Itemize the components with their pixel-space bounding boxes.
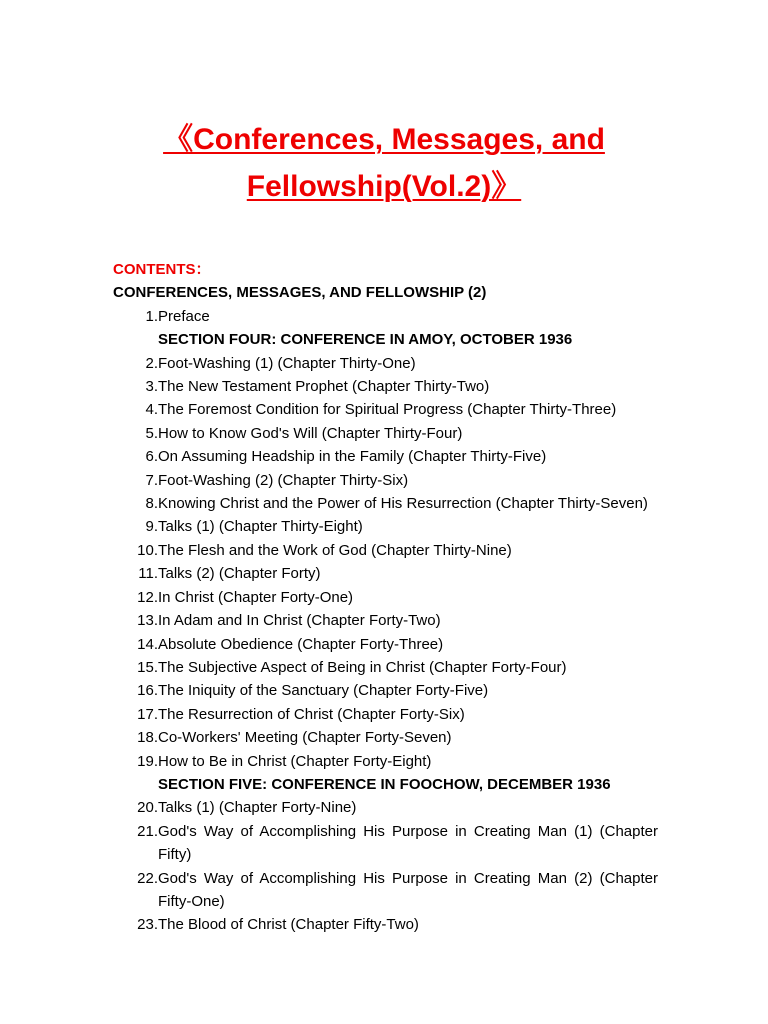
toc-entry-text: Talks (1) (Chapter Thirty-Eight) [158, 518, 363, 536]
toc-entry-number-text: 15. [137, 658, 158, 676]
toc-entry-number-text: 4. [145, 401, 158, 419]
toc-entry-number [113, 679, 158, 702]
toc-entry-number-text: 9. [145, 518, 158, 536]
toc-entry-number-text: 14. [137, 635, 158, 653]
toc-entry-number-text: 13. [137, 612, 158, 630]
toc-entry-text: Knowing Christ and the Power of His Resurrection (Chapter Thirty-Seven) [158, 495, 648, 513]
toc-entry [113, 750, 658, 773]
toc-entry [113, 469, 658, 492]
toc-entry-text: The Subjective Aspect of Being in Christ (Chapter Forty-Four) [158, 658, 567, 676]
toc-entry [113, 492, 658, 515]
toc-entry-text: The Resurrection of Christ (Chapter Forty-Six) [158, 705, 465, 723]
toc-entry-number-text: 16. [137, 682, 158, 700]
toc-entry-text: Foot-Washing (1) (Chapter Thirty-One) [158, 354, 416, 372]
toc-entry-text: God's Way of Accomplishing His Purpose in Creating Man (1) (Chapter Fifty) [158, 822, 658, 864]
toc-section-heading [113, 773, 658, 796]
toc-entry-number [113, 375, 158, 398]
toc-entry [113, 796, 658, 819]
toc-entry [113, 703, 658, 726]
toc-entry-number [113, 609, 158, 632]
toc-entry-text: The New Testament Prophet (Chapter Thirty-Two) [158, 378, 490, 396]
toc-entry-text: God's Way of Accomplishing His Purpose in Creating Man (2) (Chapter Fifty-One) [158, 869, 658, 910]
toc-entry [113, 422, 658, 445]
toc-entry [113, 913, 658, 936]
toc-entry-number [113, 328, 158, 351]
toc-entry-text: Talks (1) (Chapter Forty-Nine) [158, 799, 357, 817]
toc-entry-number [113, 796, 158, 819]
toc-entry-number [113, 750, 158, 773]
toc-entry-number-text: 10. [137, 541, 158, 559]
toc-entry-number-text: 3. [145, 378, 158, 396]
toc-entry-text: SECTION FOUR: CONFERENCE IN AMOY, OCTOBER 1936 [158, 331, 573, 349]
toc-entry-text: The Foremost Condition for Spiritual Progress (Chapter Thirty-Three) [158, 401, 617, 419]
toc-entry-text: The Blood of Christ (Chapter Fifty-Two) [158, 916, 419, 934]
toc-entry-number [113, 398, 158, 421]
toc-entry-text: Co-Workers' Meeting (Chapter Forty-Seven) [158, 729, 452, 747]
toc-entry [113, 867, 658, 914]
toc-entry-text: Talks (2) (Chapter Forty) [158, 565, 321, 583]
toc-entry [113, 562, 658, 585]
toc-entry-text: The Iniquity of the Sanctuary (Chapter Forty-Five) [158, 682, 489, 700]
toc-entry-number [113, 562, 158, 585]
toc-entry-text: How to Know God's Will (Chapter Thirty-Four) [158, 424, 463, 442]
toc-entry-text: On Assuming Headship in the Family (Chapter Thirty-Five) [158, 448, 547, 466]
toc-entry-text: In Adam and In Christ (Chapter Forty-Two) [158, 612, 441, 630]
toc-entry-number-text: 21. [137, 822, 158, 840]
toc-list [113, 305, 658, 937]
toc-entry-number [113, 539, 158, 562]
document-title [113, 116, 655, 210]
title-line-2: Fellowship(Vol.2)》 [246, 170, 522, 203]
toc-entry-number [113, 633, 158, 656]
toc-entry-text: In Christ (Chapter Forty-One) [158, 588, 354, 606]
toc-entry [113, 445, 658, 468]
toc-entry-number-text: 17. [137, 705, 158, 723]
toc-entry-text: Absolute Obedience (Chapter Forty-Three) [158, 635, 444, 653]
toc-entry-number-text: 19. [137, 752, 158, 770]
toc-entry [113, 609, 658, 632]
table-of-contents [113, 258, 658, 937]
toc-entry-number [113, 703, 158, 726]
toc-entry-number-text: 12. [137, 588, 158, 606]
toc-entry [113, 656, 658, 679]
toc-entry-number [113, 422, 158, 445]
toc-entry-number [113, 352, 158, 375]
toc-entry-number [113, 913, 158, 936]
toc-entry-text: How to Be in Christ (Chapter Forty-Eight) [158, 752, 432, 770]
toc-entry-number [113, 305, 158, 328]
toc-entry-text: The Flesh and the Work of God (Chapter Thirty-Nine) [158, 541, 512, 559]
title-line-1: 《Conferences, Messages, and [163, 123, 605, 156]
toc-entry-number [113, 586, 158, 609]
toc-entry [113, 398, 658, 421]
toc-entry [113, 820, 658, 867]
toc-entry [113, 305, 658, 328]
toc-entry [113, 726, 658, 749]
toc-entry-number [113, 867, 158, 914]
toc-entry-number-text: 11. [138, 565, 158, 583]
toc-entry-number [113, 515, 158, 538]
toc-entry [113, 515, 658, 538]
toc-entry-text: SECTION FIVE: CONFERENCE IN FOOCHOW, DECEMBER 1936 [158, 775, 611, 793]
toc-entry [113, 539, 658, 562]
toc-entry-number-text: 1. [145, 307, 158, 325]
toc-entry-number-text: 8. [145, 495, 158, 513]
main-heading: CONFERENCES, MESSAGES, AND FELLOWSHIP (2) [113, 284, 487, 302]
toc-entry-number-text: 20. [137, 799, 158, 817]
toc-entry-number-text: 6. [145, 448, 158, 466]
toc-entry [113, 633, 658, 656]
toc-entry-text: Foot-Washing (2) (Chapter Thirty-Six) [158, 471, 409, 489]
toc-entry [113, 352, 658, 375]
toc-entry-number [113, 469, 158, 492]
toc-entry-number-text: 23. [137, 916, 158, 934]
toc-entry-number [113, 820, 158, 867]
toc-entry [113, 586, 658, 609]
toc-entry-number-text: 7. [145, 471, 158, 489]
toc-entry-text: Preface [158, 307, 210, 325]
toc-entry-number [113, 726, 158, 749]
toc-entry-number [113, 773, 158, 796]
toc-entry-number-text: 2. [145, 354, 158, 372]
toc-entry-number [113, 656, 158, 679]
toc-section-heading [113, 328, 658, 351]
toc-entry [113, 679, 658, 702]
toc-entry [113, 375, 658, 398]
toc-entry-number-text: 22. [137, 869, 158, 887]
toc-entry-number-text: 18. [137, 729, 158, 747]
contents-label: CONTENTS： [113, 261, 211, 278]
toc-entry-number [113, 492, 158, 515]
toc-entry-number-text: 5. [145, 424, 158, 442]
toc-entry-number [113, 445, 158, 468]
